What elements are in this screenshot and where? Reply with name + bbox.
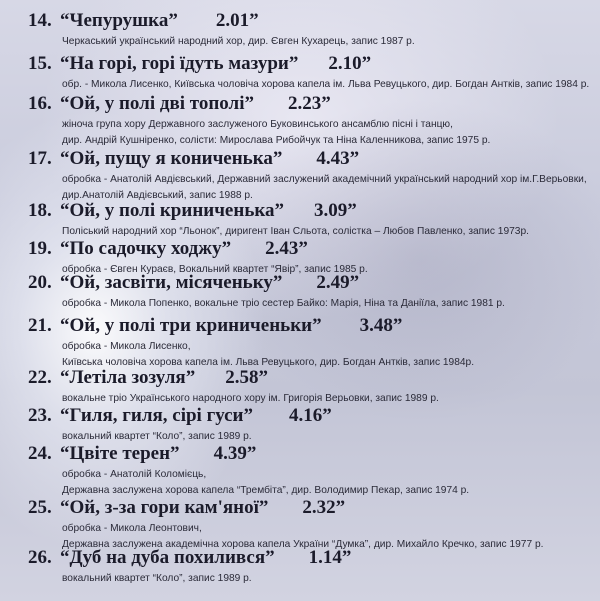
track-credits-line: обробка - Микола Лисенко,	[62, 341, 191, 352]
track-duration: 3.48”	[359, 315, 403, 336]
track-heading	[28, 272, 359, 294]
track-credits-line: обробка - Анатолій Авдієвський, Державний заслужений академічний український народний хор ім.Г.Верьовки,	[62, 174, 587, 185]
track-credits-line: обробка - Микола Попенко, вокальне тріо сестер Байко: Марія, Ніна та Даніїла, запис 1981 р.	[62, 298, 505, 309]
track-title: “Гиля, гиля, сірі гуси”	[60, 405, 253, 426]
track-number: 21.	[28, 315, 52, 336]
track-heading	[28, 93, 331, 115]
track-title: “Чепурушка”	[60, 10, 178, 31]
track-title: “Ой, з-за гори кам'яної”	[60, 497, 269, 518]
track-credits-line: Поліський народний хор “Льонок”, диригент Іван Сльота, солістка – Любов Павленко, запис 1973р.	[62, 226, 529, 237]
track-number: 14.	[28, 10, 52, 31]
track-number: 18.	[28, 200, 52, 221]
track-heading	[28, 405, 332, 427]
track-heading	[28, 547, 351, 569]
track-number: 22.	[28, 367, 52, 388]
track-heading	[28, 53, 371, 75]
track-heading	[28, 367, 268, 389]
track-duration: 2.10”	[328, 53, 372, 74]
track-number: 16.	[28, 93, 52, 114]
track-heading	[28, 148, 359, 170]
track-credits-line: обр. - Микола Лисенко, Київська чоловіча хорова капела ім. Льва Ревуцького, дир. Богдан Антків, запис 1984 р.	[62, 79, 590, 90]
track-heading	[28, 200, 357, 222]
track-title: “Цвіте терен”	[60, 443, 180, 464]
track-duration: 2.43”	[265, 238, 308, 259]
track-title: “Ой, у полі дві тополі”	[60, 93, 254, 114]
track-heading	[28, 497, 345, 519]
track-credits-line: дир. Андрій Кушніренко, солісти: Мирослава Рибойчук та Ніна Каленникова, запис 1975 р.	[62, 135, 491, 146]
track-heading	[28, 10, 259, 32]
track-credits-line: обробка - Анатолій Коломієць,	[62, 469, 207, 480]
track-number: 19.	[28, 238, 52, 259]
track-duration: 4.43”	[316, 148, 360, 169]
track-title: “Ой, засвіти, місяченьку”	[60, 272, 283, 293]
track-number: 20.	[28, 272, 52, 293]
track-title: “На горі, горі їдуть мазури”	[60, 53, 299, 74]
track-credits-line: обробка - Микола Леонтович,	[62, 523, 202, 534]
track-duration: 2.32”	[302, 497, 346, 518]
track-credits-line: Державна заслужена хорова капела “Трембіта”, дир. Володимир Пекар, запис 1974 р.	[62, 485, 470, 496]
track-title: “Летіла зозуля”	[60, 367, 196, 388]
track-credits-line: обробка - Євген Кураєв, Вокальний квартет “Явір”, запис 1985 р.	[62, 264, 368, 275]
track-credits-line: вокальний квартет “Коло”, запис 1989 р.	[62, 431, 252, 442]
track-credits-line: Черкаський український народний хор, дир. Євген Кухарець, запис 1987 р.	[62, 36, 415, 47]
track-credits-line: вокальний квартет “Коло”, запис 1989 р.	[62, 573, 252, 584]
track-duration: 2.01”	[215, 10, 259, 31]
track-duration: 2.58”	[225, 367, 268, 388]
track-title: “По садочку ходжу”	[60, 238, 232, 259]
track-credits-line: вокальне тріо Українського народного хору ім. Григорія Верьовки, запис 1989 р.	[62, 393, 439, 404]
track-number: 24.	[28, 443, 52, 464]
track-credits-line: жіноча група хору Державного заслуженого Буковинського ансамблю пісні і танцю,	[62, 119, 453, 130]
track-title: “Ой, у полі криниченька”	[60, 200, 285, 221]
track-number: 23.	[28, 405, 52, 426]
track-credits-line: Державна заслужена академічна хорова капела України “Думка”, дир. Михайло Кречко, запис 1977 р.	[62, 539, 544, 550]
track-number: 17.	[28, 148, 52, 169]
track-duration: 2.49”	[316, 272, 360, 293]
track-number: 15.	[28, 53, 52, 74]
track-duration: 3.09”	[314, 200, 357, 221]
track-heading	[28, 443, 256, 465]
track-duration: 4.39”	[213, 443, 257, 464]
track-duration: 2.23”	[287, 93, 331, 114]
track-credits-line: дир.Анатолій Авдієвський, запис 1988 р.	[62, 190, 253, 201]
track-number: 25.	[28, 497, 52, 518]
track-heading	[28, 238, 308, 260]
track-number: 26.	[28, 547, 52, 568]
track-duration: 1.14”	[308, 547, 352, 568]
track-credits-line: Київська чоловіча хорова капела ім. Льва Ревуцького, дир. Богдан Антків, запис 1984р.	[62, 357, 475, 368]
track-heading	[28, 315, 402, 337]
track-title: “Ой, у полі три криниченьки”	[60, 315, 322, 336]
track-title: “Ой, пущу я кониченька”	[60, 148, 283, 169]
track-title: “Дуб на дуба похилився”	[60, 547, 275, 568]
track-duration: 4.16”	[289, 405, 332, 426]
